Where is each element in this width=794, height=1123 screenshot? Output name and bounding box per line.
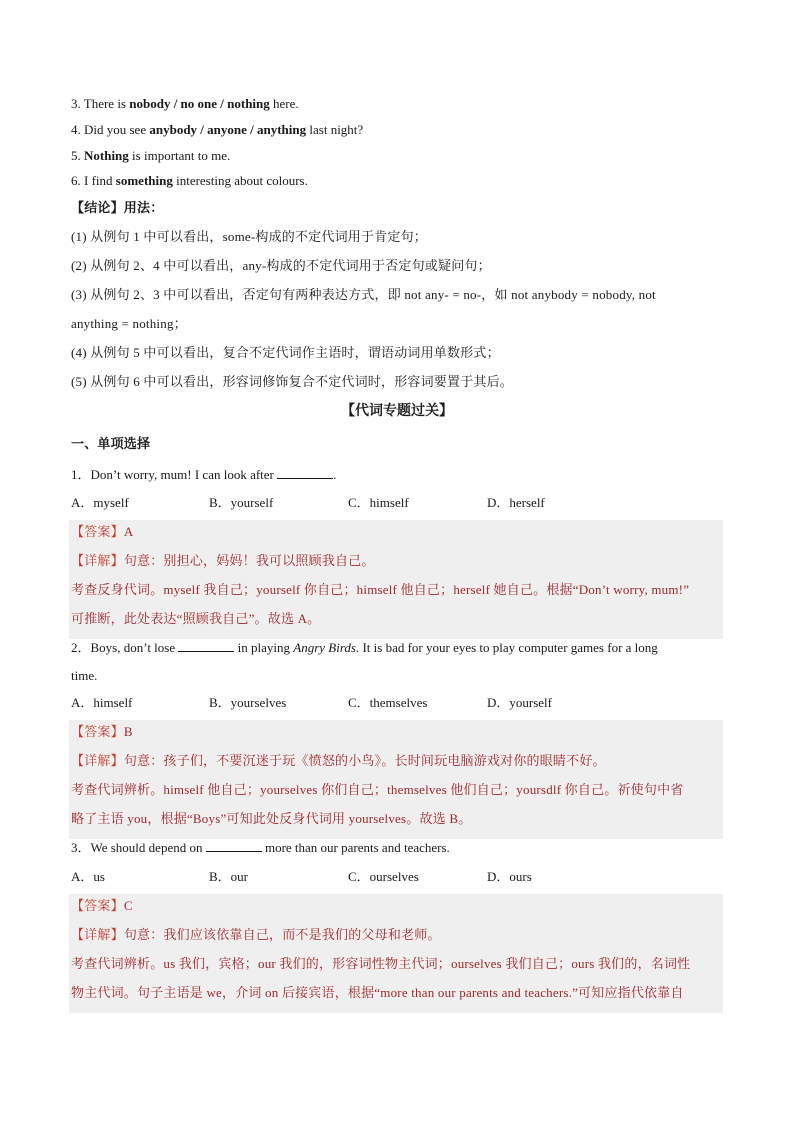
detail-line: 考查反身代词。myself 我自己；yourself 你自己；himself 他自己；herself 她自己。根据“Don’t worry, mum!” (71, 582, 690, 597)
detail-line: 考查代词辨析。himself 他自己；yourselves 你们自己；themselves 他们自己；yoursdlf 你自己。祈使句中省 (71, 782, 684, 797)
example-3 (71, 95, 723, 113)
option-a: A．himself (71, 695, 133, 710)
stem-text: It is bad for your eyes to play computer games for a long (359, 640, 658, 655)
example-keyword: Nothing (84, 148, 129, 163)
detail-line (71, 926, 723, 944)
example-4 (71, 121, 723, 139)
example-6 (71, 172, 723, 190)
detail-label: 【详解】 (71, 927, 124, 942)
example-text: 6. I find (71, 173, 116, 188)
conclusion-item: (4) 从例句 5 中可以看出，复合不定代词作主语时，谓语动词用单数形式； (71, 345, 500, 360)
conclusion-title: 【结论】用法： (71, 200, 164, 215)
answer-value: B (123, 724, 133, 739)
detail-line: 考查代词辨析。us 我们，宾格；our 我们的，形容词性物主代词；ourselves 我们自己；ours 我们的，名词性 (71, 956, 691, 971)
answer-value: A (123, 524, 134, 539)
option-c: C．themselves (348, 695, 428, 710)
option-d: D．herself (487, 495, 545, 510)
detail-text: 句意：我们应该依靠自己，而不是我们的父母和老师。 (123, 927, 441, 942)
conclusion-item: (1) 从例句 1 中可以看出，some-构成的不定代词用于肯定句； (71, 229, 427, 244)
answer-value: C (123, 898, 133, 913)
detail-line: 略了主语 you，根据“Boys”可知此处反身代词用 yourselves。故选 B。 (71, 811, 472, 826)
example-keyword: nobody / no one / nothing (129, 96, 270, 111)
detail-line: 物主代词。句子主语是 we，介词 on 后接宾语，根据“more than our parents and teachers.”可知应指代依靠自 (71, 985, 684, 1000)
question-stem (71, 839, 723, 857)
detail-label: 【详解】 (71, 553, 124, 568)
conclusion-item: anything = nothing； (71, 316, 187, 331)
example-text: 4. Did you see (71, 122, 150, 137)
option-a: A．myself (71, 495, 129, 510)
question-stem (71, 466, 723, 484)
stem-text: more than our parents and teachers. (261, 840, 450, 855)
example-text: here. (269, 96, 299, 111)
conclusion-item: (3) 从例句 2、3 中可以看出，否定句有两种表达方式，即 not any- = no-，如 not anybody = nobody, not (71, 287, 656, 302)
option-b: B．our (209, 869, 249, 884)
option-b: B．yourself (209, 495, 274, 510)
example-keyword: something (115, 173, 173, 188)
answer-blank (206, 839, 262, 852)
detail-text: 句意：别担心，妈妈！我可以照顾我自己。 (123, 553, 375, 568)
question-stem-cont: time. (71, 668, 98, 683)
option-d: D．yourself (487, 695, 552, 710)
part-title: 一、单项选择 (71, 436, 151, 451)
detail-line (71, 552, 723, 570)
answer-blank (178, 639, 234, 652)
detail-line: 可推断，此处表达“照顾我自己”。故选 A。 (71, 611, 321, 626)
detail-line (71, 752, 723, 770)
option-a: A．us (71, 869, 105, 884)
detail-text: 句意：孩子们，不要沉迷于玩《愤怒的小鸟》。长时间玩电脑游戏对你的眼睛不好。 (123, 753, 606, 768)
section-title: 【代词专题过关】 (341, 404, 453, 419)
conclusion-item: (5) 从例句 6 中可以看出，形容词修饰复合不定代词时，形容词要置于其后。 (71, 374, 514, 389)
example-text: is important to me. (128, 148, 231, 163)
example-5 (71, 147, 723, 165)
detail-label: 【详解】 (71, 753, 124, 768)
answer-label: 【答案】 (71, 524, 124, 539)
stem-text: . (333, 467, 337, 482)
option-d: D．ours (487, 869, 532, 884)
answer-blank (277, 466, 333, 479)
question-stem (71, 639, 723, 657)
stem-text: in playing (234, 640, 294, 655)
conclusion-item: (2) 从例句 2、4 中可以看出，any-构成的不定代词用于否定句或疑问句； (71, 258, 491, 273)
example-text: last night? (306, 122, 364, 137)
example-keyword: anybody / anyone / anything (149, 122, 307, 137)
answer-label: 【答案】 (71, 724, 124, 739)
example-text: 3. There is (71, 96, 130, 111)
answer-line (71, 897, 723, 915)
stem-text: 2．Boys, don’t lose (71, 640, 179, 655)
stem-text: 3．We should depend on (71, 840, 206, 855)
option-b: B．yourselves (209, 695, 287, 710)
game-title: Angry Birds. (293, 640, 360, 655)
answer-line (71, 723, 723, 741)
option-c: C．ourselves (348, 869, 419, 884)
example-text: interesting about colours. (172, 173, 308, 188)
answer-label: 【答案】 (71, 898, 124, 913)
option-c: C．himself (348, 495, 409, 510)
answer-line (71, 523, 723, 541)
stem-text: 1．Don’t worry, mum! I can look after (71, 467, 278, 482)
example-text: 5. (71, 148, 84, 163)
